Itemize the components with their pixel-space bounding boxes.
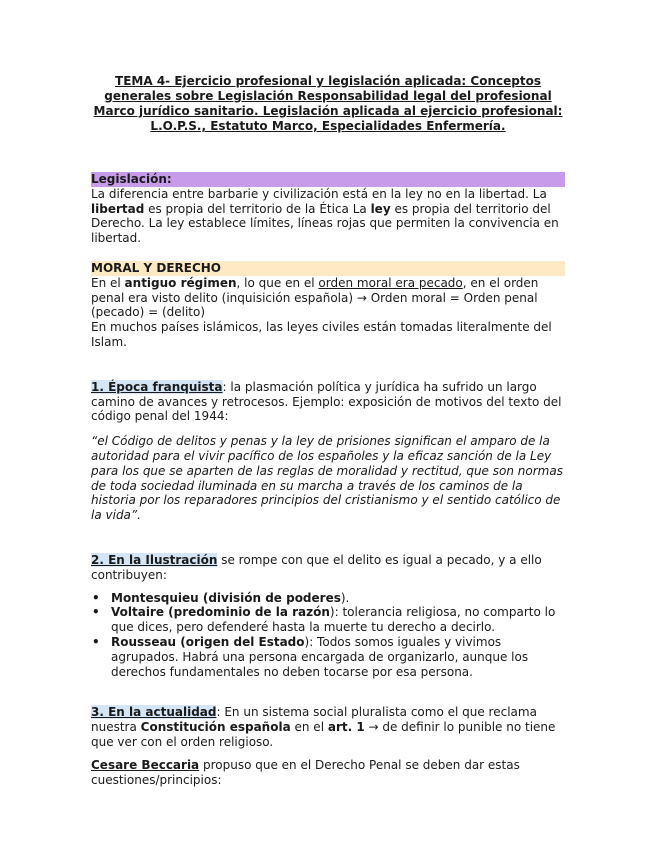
text-run: ): tolerancia religiosa, no comparto lo que dices, pero defenderé hasta la muerte tu derecho a decirlo. <box>111 605 556 635</box>
paragraph-legislacion <box>91 187 565 246</box>
text-run: → de definir lo punible no tiene que ver con el orden religioso. <box>91 720 556 749</box>
section-ilustracion <box>91 553 565 679</box>
section-beccaria <box>91 758 565 788</box>
section-franquista <box>91 380 565 523</box>
document-title: TEMA 4- Ejercicio profesional y legislación aplicada: Conceptos generales sobre Legislación Responsabilidad legal del profesional Marco jurídico sanitario. Legislación aplicada al ejercicio profesional: L.O.P.S., Estatuto Marco, Especialidades Enfermería. <box>93 74 563 133</box>
text-run: se rompe con que el delito es igual a pecado, y a ello contribuyen: <box>91 552 542 582</box>
thinkers-list <box>91 591 565 680</box>
text-run: , en el orden penal era visto delito (inquisición española) → Orden moral = Orden penal (pecado) = (delito) <box>91 275 539 320</box>
paragraph-franquista <box>91 380 565 424</box>
bold-antiguo-regimen: antiguo régimen <box>124 275 237 290</box>
text-run: propuso que en el Derecho Penal se deben dar estas cuestiones/principios: <box>91 757 520 787</box>
quote-codigo-penal: “el Código de delitos y penas y la ley de prisiones significan el amparo de la autoridad para el vivir pacífico de los españoles y la eficaz sanción de la Ley para los que se aparten de las reglas de moralidad y rectitud, que son normas de toda sociedad iluminada en su marcha a través de los caminos de la historia por los reparadores principios del cristianismo y el sentido católico de la vida”. <box>91 434 563 523</box>
heading-ilustracion: 2. En la Ilustración <box>91 552 218 567</box>
paragraph-moral-2: En muchos países islámicos, las leyes civiles están tomadas literalmente del Islam. <box>91 320 552 349</box>
bold-name: Rousseau (origen del Estado <box>111 634 305 649</box>
section-actualidad <box>91 705 565 749</box>
bold-constitucion: Constitución española <box>140 720 291 735</box>
text-run: La diferencia entre barbarie y civilización está en la ley no en la libertad. La <box>91 186 547 201</box>
paragraph-beccaria <box>91 758 565 788</box>
bold-libertad: libertad <box>91 201 145 216</box>
text-run: es propia del territorio de la Ética La <box>144 201 371 216</box>
bold-beccaria: Cesare Beccaria <box>91 757 200 772</box>
text-run: es propia del territorio del Derecho. La ley establece límites, líneas rojas que permiten la convivencia en libertad. <box>91 201 559 246</box>
heading-actualidad: 3. En la actualidad <box>91 705 217 720</box>
section-moral <box>91 261 565 350</box>
bold-name: Montesquieu (división de poderes <box>111 590 341 605</box>
heading-franquista: 1. Época franquista <box>91 379 223 394</box>
paragraph-actualidad <box>91 705 565 749</box>
bold-ley: ley <box>370 201 391 216</box>
document-page <box>91 74 565 787</box>
list-item <box>111 591 565 606</box>
text-run: : En un sistema social pluralista como el que reclama nuestra <box>91 705 537 735</box>
text-run: en el <box>290 720 328 735</box>
section-legislacion <box>91 172 565 246</box>
heading-legislacion: Legislación: <box>91 172 565 187</box>
heading-moral: MORAL Y DERECHO <box>91 261 565 276</box>
text-run: : la plasmación política y jurídica ha sufrido un largo camino de avances y retrocesos. Ejemplo: exposición de motivos del texto del código penal del 1944: <box>91 379 562 424</box>
text-run: En el <box>91 275 125 290</box>
paragraph-moral-1 <box>91 276 565 320</box>
bold-art-1: art. 1 <box>327 720 365 735</box>
bold-name: Voltaire (predominio de la razón <box>111 605 330 620</box>
text-run: ). <box>340 590 350 605</box>
list-item <box>111 605 565 635</box>
underline-orden-moral: orden moral era pecado <box>318 275 463 290</box>
text-run: ): Todos somos iguales y vivimos agrupados. Habrá una persona encargada de organizarlo, aunque los derechos fundamentales no deben tocarse por esa persona. <box>111 634 529 679</box>
list-item <box>111 635 565 679</box>
paragraph-ilustracion <box>91 553 565 583</box>
text-run: , lo que en el <box>236 275 319 290</box>
